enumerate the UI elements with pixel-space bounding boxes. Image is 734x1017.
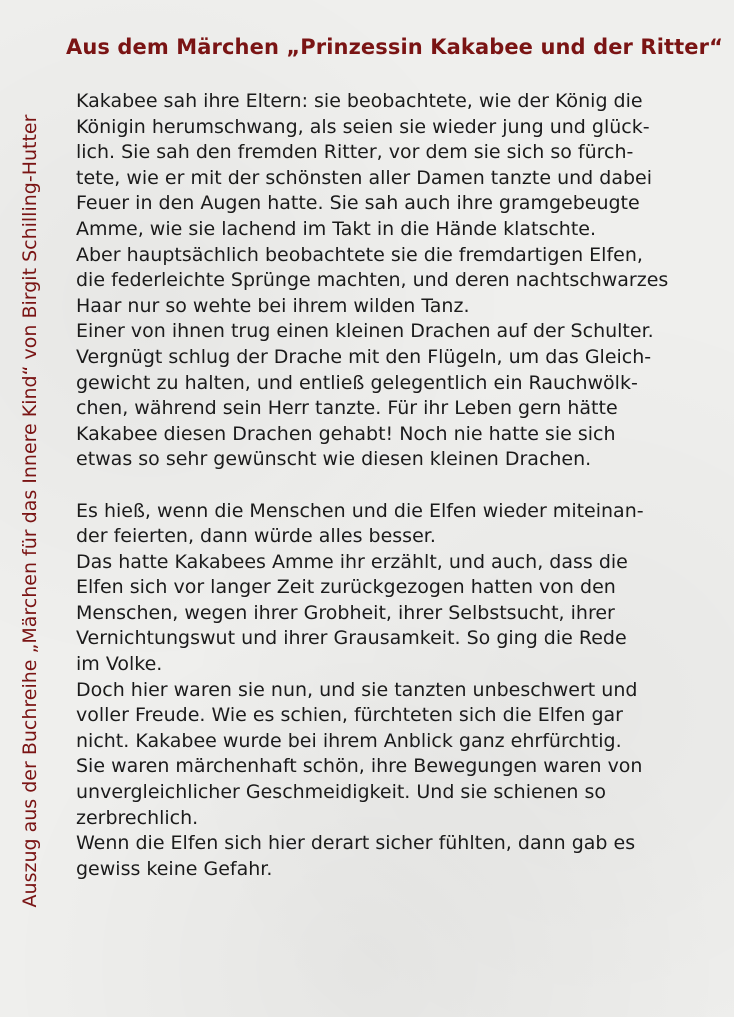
story-line: Menschen, wegen ihrer Grobheit, ihrer Selbstsucht, ihrer — [76, 601, 615, 624]
story-line: nicht. Kakabee wurde bei ihrem Anblick ganz ehrfürchtig. — [76, 729, 622, 752]
story-line: Kakabee sah ihre Eltern: sie beobachtete, wie der König die — [76, 90, 643, 112]
story-line: Doch hier waren sie nun, und sie tanzten unbeschwert und — [76, 678, 638, 701]
story-line: Das hatte Kakabees Amme ihr erzählt, und auch, dass die — [76, 550, 628, 573]
story-line: der feierten, dann würde alles besser. — [76, 525, 436, 548]
paragraph-gap — [76, 473, 726, 499]
story-line: Kakabee diesen Drachen gehabt! Noch nie hatte sie sich — [76, 422, 616, 445]
story-line: Sie waren märchenhaft schön, ihre Bewegungen waren von — [76, 755, 643, 778]
story-line: etwas so sehr gewünscht wie diesen kleinen Drachen. — [76, 448, 592, 471]
story-line: Haar nur so wehte bei ihrem wilden Tanz. — [76, 294, 470, 317]
story-line: Wenn die Elfen sich hier derart sicher fühlten, dann gab es — [76, 832, 636, 855]
story-line: Vernichtungswut und ihrer Grausamkeit. So ging die Rede — [76, 627, 627, 650]
story-line: Einer von ihnen trug einen kleinen Drachen auf der Schulter. — [76, 320, 654, 343]
story-text — [76, 89, 726, 882]
story-line: unvergleichlicher Geschmeidigkeit. Und sie schienen so — [76, 781, 607, 804]
story-line: Aber hauptsächlich beobachtete sie die fremdartigen Elfen, — [76, 243, 643, 266]
story-line: gewiss keine Gefahr. — [76, 857, 273, 880]
side-caption-container — [10, 76, 50, 946]
story-line: zerbrechlich. — [76, 806, 199, 829]
story-line: Amme, wie sie lachend im Takt in die Hände klatschte. — [76, 217, 597, 240]
side-caption: Auszug aus der Buchreihe „Märchen für das Innere Kind“ von Birgit Schilling-Hutter — [19, 114, 41, 908]
story-line: Es hieß, wenn die Menschen und die Elfen wieder miteinan- — [76, 499, 644, 522]
story-line: Königin herumschwang, als seien sie wieder jung und glück- — [76, 115, 650, 138]
story-line: tete, wie er mit der schönsten aller Damen tanzte und dabei — [76, 166, 652, 189]
story-line: chen, während sein Herr tanzte. Für ihr Leben gern hätte — [76, 397, 618, 420]
story-line: lich. Sie sah den fremden Ritter, vor dem sie sich so fürch- — [76, 141, 634, 164]
story-line: Vergnügt schlug der Drache mit den Flügeln, um das Gleich- — [76, 345, 652, 368]
story-line: die federleichte Sprünge machten, und deren nachtschwarzes — [76, 269, 669, 292]
story-line: Feuer in den Augen hatte. Sie sah auch ihre gramgebeugte — [76, 192, 640, 215]
story-line: im Volke. — [76, 653, 163, 676]
story-line: gewicht zu halten, und entließ gelegentlich ein Rauchwölk- — [76, 371, 638, 394]
story-line: voller Freude. Wie es schien, fürchteten sich die Elfen gar — [76, 704, 623, 727]
story-line: Elfen sich vor langer Zeit zurückgezogen hatten von den — [76, 576, 616, 599]
page-title: Aus dem Märchen „Prinzessin Kakabee und der Ritter“ — [66, 35, 723, 59]
